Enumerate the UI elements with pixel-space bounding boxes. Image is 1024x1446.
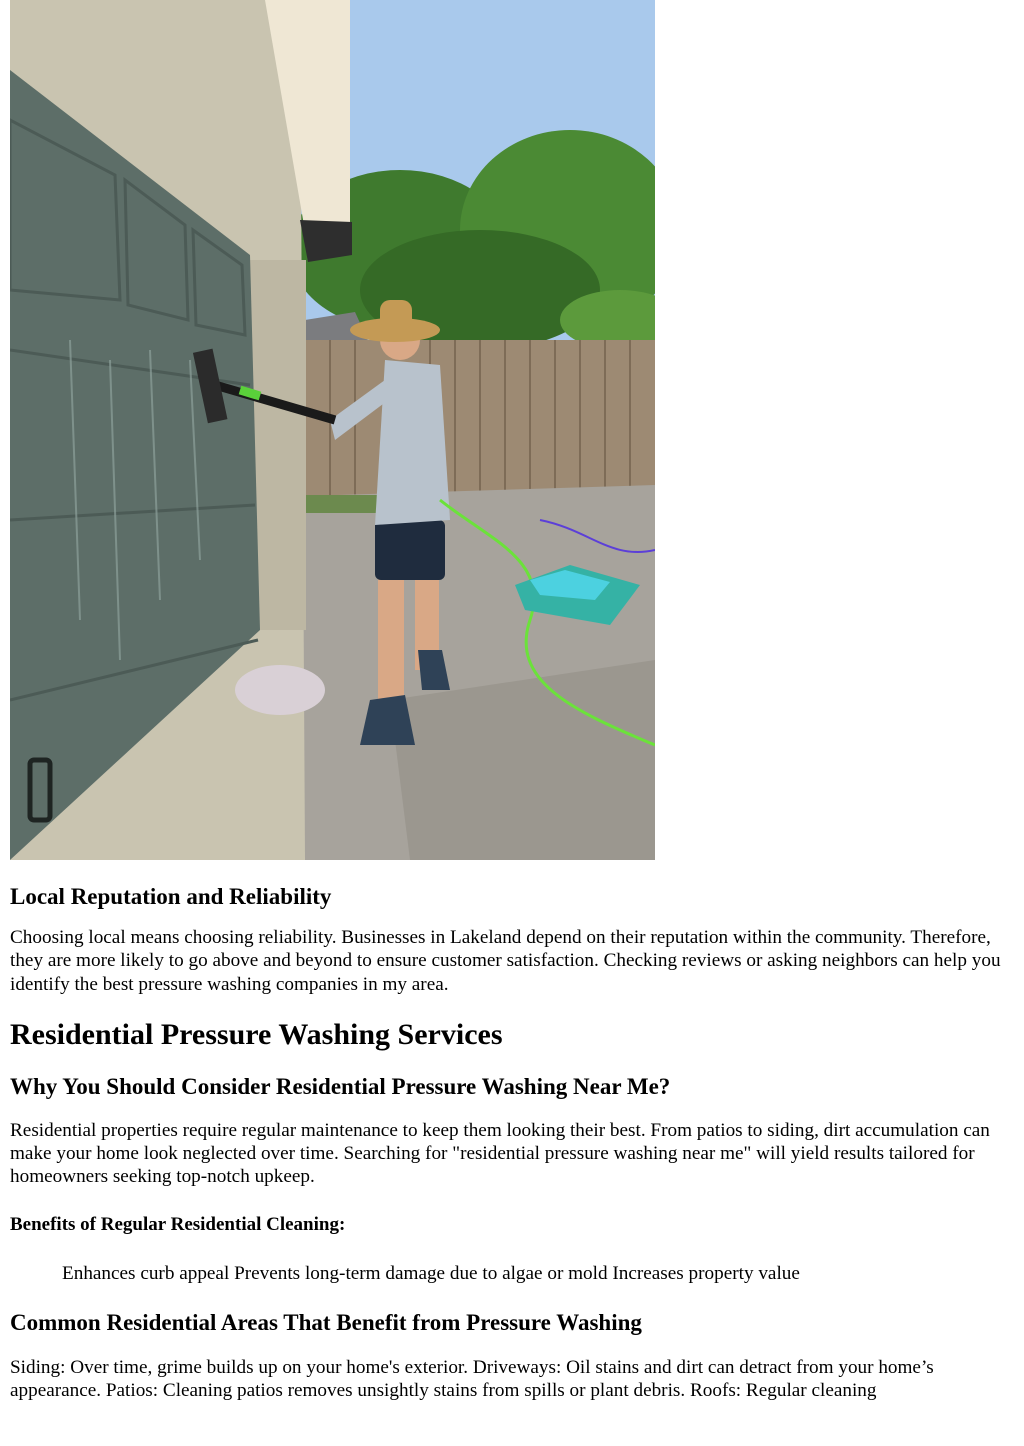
benefits-list: Enhances curb appeal Prevents long-term damage due to algae or mold Increases property value xyxy=(62,1262,800,1284)
paragraph-common-areas: Siding: Over time, grime builds up on your home's exterior. Driveways: Oil stains and dirt can detract from your home’s appearance. Patios: Cleaning patios removes unsightly stains from spills or plant debris. Roofs: Regular cleaning xyxy=(10,1356,934,1402)
heading-why-consider: Why You Should Consider Residential Pressure Washing Near Me? xyxy=(10,1073,671,1099)
heading-residential-services: Residential Pressure Washing Services xyxy=(10,1017,503,1051)
paragraph-why-consider: Residential properties require regular maintenance to keep them looking their best. From patios to siding, dirt accumulation can make your home look neglected over time. Searching for "residential pressure washing near me" will yield results tailored for homeowners seeking top-notch upkeep. xyxy=(10,1119,990,1188)
hero-photo xyxy=(10,0,655,860)
garage-door-washing-photo xyxy=(10,0,655,860)
paragraph-local-reputation: Choosing local means choosing reliability. Businesses in Lakeland depend on their reputation within the community. Therefore, they are more likely to go above and beyond to ensure customer satisfaction. Checking reviews or asking neighbors can help you identify the best pressure washing companies in my area. xyxy=(10,927,1001,995)
heading-local-reputation: Local Reputation and Reliability xyxy=(10,884,332,909)
heading-common-areas: Common Residential Areas That Benefit from Pressure Washing xyxy=(10,1309,642,1335)
article xyxy=(10,872,1014,1402)
heading-benefits: Benefits of Regular Residential Cleaning: xyxy=(10,1213,346,1235)
